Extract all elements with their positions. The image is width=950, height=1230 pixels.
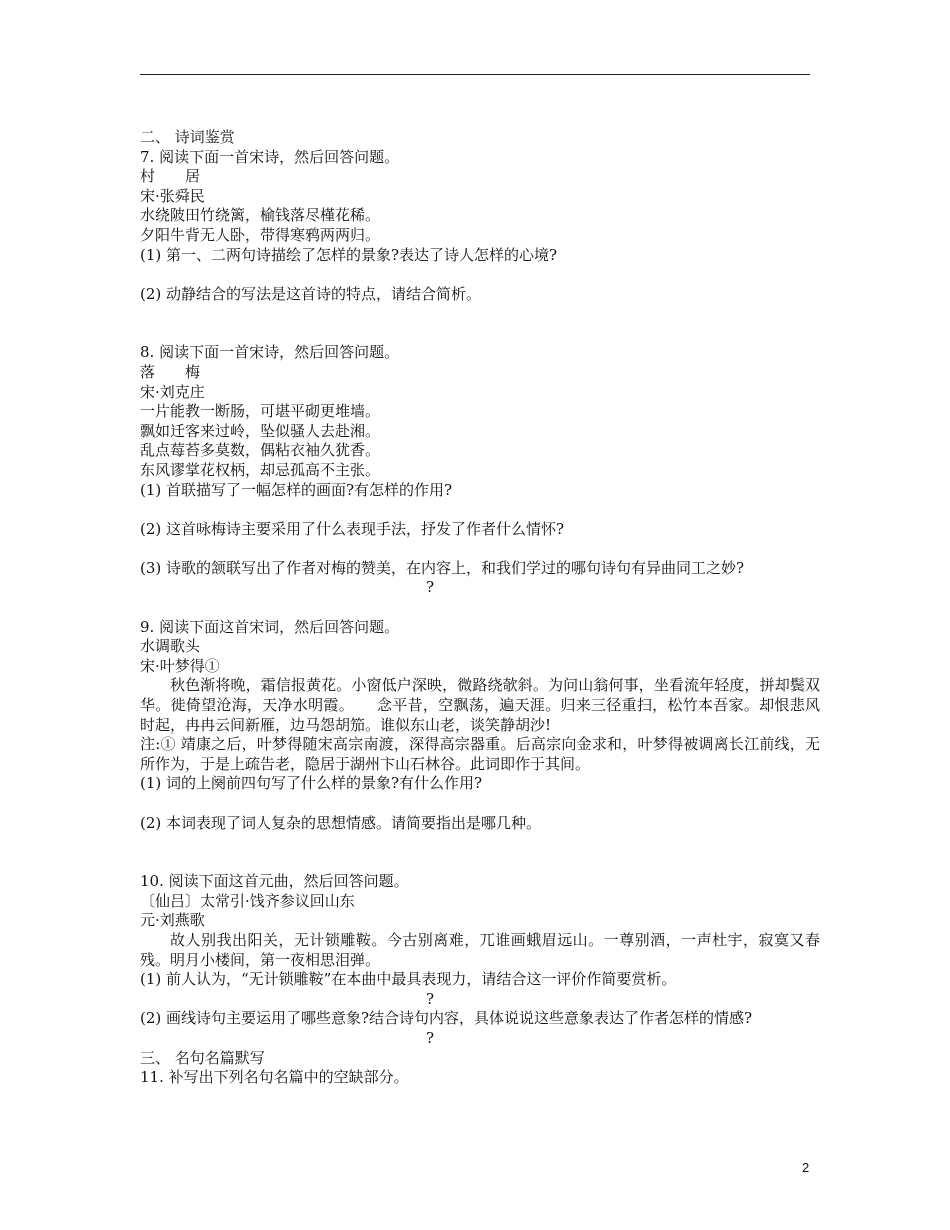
document-body xyxy=(140,128,820,1088)
poem-line: 一片能教一断肠，可堪平砌更堆墙。 xyxy=(140,402,381,421)
answer-mark: ? xyxy=(426,989,435,1008)
answer-mark: ? xyxy=(426,1028,435,1047)
poem-author: 宋·张舜民 xyxy=(140,186,205,205)
question-11-prompt: 11. 补写出下列名句名篇中的空缺部分。 xyxy=(140,1068,409,1087)
sub-question: (1) 第一、二两句诗描绘了怎样的景象?表达了诗人怎样的心境? xyxy=(140,245,558,264)
section-heading: 三、 名句名篇默写 xyxy=(140,1048,265,1067)
sub-question: (2) 动静结合的写法是这首诗的特点，请结合简析。 xyxy=(140,284,482,303)
poem-title: 村 居 xyxy=(140,167,201,186)
section-heading: 二、 诗词鉴赏 xyxy=(140,128,235,146)
poem-body: 秋色渐将晚，霜信报黄花。小窗低户深映，微路绕欹斜。为问山翁何事，坐看流年轻度，拼却鬓双华。徙倚望沧海，天净水明霞。 念平昔，空飘荡，遍天涯。归来三径重扫，松竹本吾家。却恨悲风时起，冉冉云间新雁，边马怨胡笳。谁似东山老，谈笑静胡沙! xyxy=(140,676,820,734)
question-9-prompt: 9. 阅读下面这首宋词，然后回答问题。 xyxy=(140,617,400,636)
sub-question: (1) 首联描写了一幅怎样的画面?有怎样的作用? xyxy=(140,480,453,499)
question-10-prompt: 10. 阅读下面这首元曲，然后回答问题。 xyxy=(140,872,409,891)
sub-question: (3) 诗歌的颔联写出了作者对梅的赞美，在内容上，和我们学过的哪句诗句有异曲同工之妙? xyxy=(140,558,745,577)
poem-body: 故人别我出阳关，无计锁雕鞍。今古别离难，兀谁画蛾眉远山。一尊别酒，一声杜宇，寂寞又春残。明月小楼间，第一夜相思泪弹。 xyxy=(140,930,820,969)
question-7-prompt: 7. 阅读下面一首宋诗，然后回答问题。 xyxy=(140,147,400,166)
sub-question: (2) 这首咏梅诗主要采用了什么表现手法，抒发了作者什么情怀? xyxy=(140,519,565,538)
poem-line: 乱点莓苔多莫数，偶粘衣袖久犹香。 xyxy=(140,441,381,460)
poem-title: 水调歌头 xyxy=(140,637,201,656)
poem-line: 东风谬掌花权柄，却忌孤高不主张。 xyxy=(140,460,381,479)
page-number: 2 xyxy=(802,1160,810,1175)
poem-line: 飘如迁客来过岭，坠似骚人去赴湘。 xyxy=(140,421,381,440)
sub-question: (1) 前人认为，“无计锁雕鞍”在本曲中最具表现力，请结合这一评价作简要赏析。 xyxy=(140,970,677,989)
poem-author: 宋·刘克庄 xyxy=(140,382,205,401)
question-8-prompt: 8. 阅读下面一首宋诗，然后回答问题。 xyxy=(140,343,400,362)
poem-line: 水绕陂田竹绕篱，榆钱落尽槿花稀。 xyxy=(140,206,381,225)
poem-author: 元·刘燕歌 xyxy=(140,911,205,930)
header-rule xyxy=(140,74,810,75)
poem-author: 宋·叶梦得① xyxy=(140,656,220,675)
poem-title: 落 梅 xyxy=(140,362,201,381)
sub-question: (2) 画线诗句主要运用了哪些意象?结合诗句内容，具体说说这些意象表达了作者怎样的情感? xyxy=(140,1009,753,1028)
sub-question: (2) 本词表现了词人复杂的思想情感。请简要指出是哪几种。 xyxy=(140,813,542,832)
poem-title: 〔仙吕〕太常引·饯齐参议回山东 xyxy=(140,891,355,910)
footnote: 注:① 靖康之后，叶梦得随宋高宗南渡，深得高宗器重。后高宗向金求和，叶梦得被调离长江前线，无所作为，于是上疏告老，隐居于湖州卞山石林谷。此词即作于其间。 xyxy=(140,735,820,773)
poem-line: 夕阳牛背无人卧，带得寒鸦两两归。 xyxy=(140,225,381,244)
answer-mark: ? xyxy=(426,578,435,597)
sub-question: (1) 词的上阕前四句写了什么样的景象?有什么作用? xyxy=(140,774,483,793)
